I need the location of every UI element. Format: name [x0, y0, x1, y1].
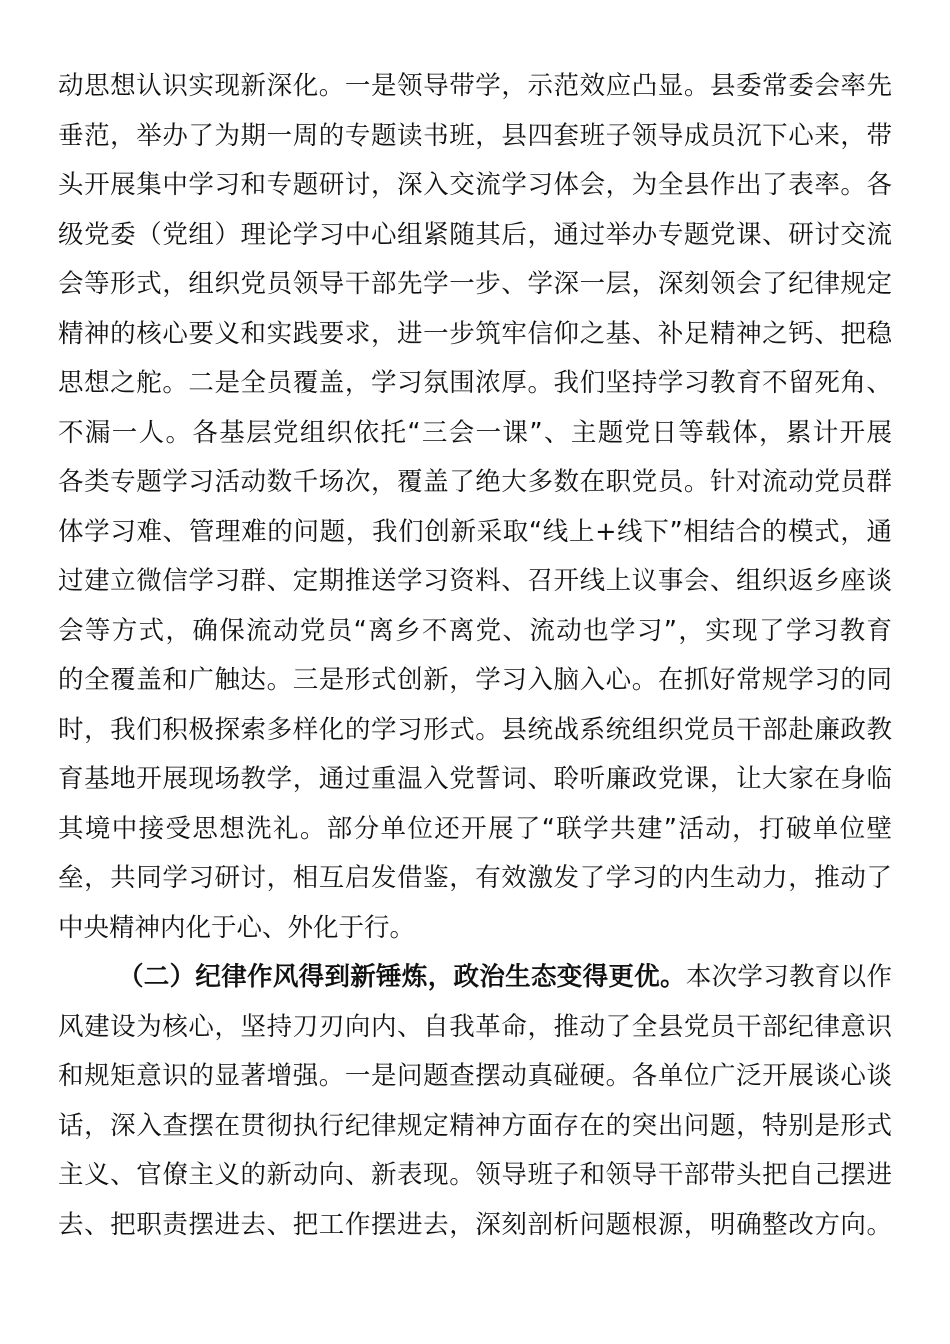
text-line: 育基地开展现场教学，通过重温入党誓词、聆听廉政党课，让大家在身临 [58, 764, 892, 794]
text-line: 体学习难、管理难的问题，我们创新采取“线上+线下”相结合的模式，通 [58, 516, 892, 547]
text-line: 会等方式，确保流动党员“离乡不离党、流动也学习”，实现了学习教育 [58, 615, 892, 646]
text-line: 精神的核心要义和实践要求，进一步筑牢信仰之基、补足精神之钙、把稳 [58, 318, 892, 349]
section-heading: （二）纪律作风得到新锤炼，政治生态变得更优。 [118, 962, 686, 992]
text-line: 其境中接受思想洗礼。部分单位还开展了“联学共建”活动，打破单位壁 [58, 813, 892, 844]
text-line: 的全覆盖和广触达。三是形式创新，学习入脑入心。在抓好常规学习的同 [58, 665, 892, 695]
text-line: 垂范，举办了为期一周的专题读书班，县四套班子领导成员沉下心来，带 [58, 120, 892, 151]
text-line: 垒，共同学习研讨，相互启发借鉴，有效激发了学习的内生动力，推动了 [58, 863, 892, 893]
heading-line-text: 本次学习教育以作 [685, 962, 892, 992]
text-line: 各类专题学习活动数千场次，覆盖了绝大多数在职党员。针对流动党员群 [58, 467, 892, 497]
text-line-with-heading [58, 953, 892, 1003]
text-line: 和规矩意识的显著增强。一是问题查摆动真碰硬。各单位广泛开展谈心谈 [58, 1061, 892, 1091]
paragraph-2 [58, 953, 892, 1250]
text-line: 过建立微信学习群、定期推送学习资料、召开线上议事会、组织返乡座谈 [58, 566, 892, 596]
text-line: 风建设为核心，坚持刀刃向内、自我革命，推动了全县党员干部纪律意识 [58, 1011, 892, 1042]
text-line: 主义、官僚主义的新动向、新表现。领导班子和领导干部带头把自己摆进 [58, 1160, 892, 1190]
text-line: 去、把职责摆进去、把工作摆进去，深刻剖析问题根源，明确整改方向。 [58, 1209, 892, 1240]
text-line: 中央精神内化于心、外化于行。 [58, 912, 416, 943]
document-body [58, 62, 892, 1250]
text-line: 会等形式，组织党员领导干部先学一步、学深一层，深刻领会了纪律规定 [58, 269, 892, 299]
text-line: 级党委（党组）理论学习中心组紧随其后，通过举办专题党课、研讨交流 [58, 219, 892, 250]
text-line: 不漏一人。各基层党组织依托“三会一课”、主题党日等载体，累计开展 [58, 417, 892, 448]
text-line: 动思想认识实现新深化。一是领导带学，示范效应凸显。县委常委会率先 [58, 71, 892, 101]
text-line: 话，深入查摆在贯彻执行纪律规定精神方面存在的突出问题，特别是形式 [58, 1110, 892, 1141]
text-line: 思想之舵。二是全员覆盖，学习氛围浓厚。我们坚持学习教育不留死角、 [58, 368, 892, 398]
text-line: 头开展集中学习和专题研讨，深入交流学习体会，为全县作出了表率。各 [58, 170, 892, 200]
paragraph-1 [58, 62, 892, 953]
text-line: 时，我们积极探索多样化的学习形式。县统战系统组织党员干部赴廉政教 [58, 714, 892, 745]
